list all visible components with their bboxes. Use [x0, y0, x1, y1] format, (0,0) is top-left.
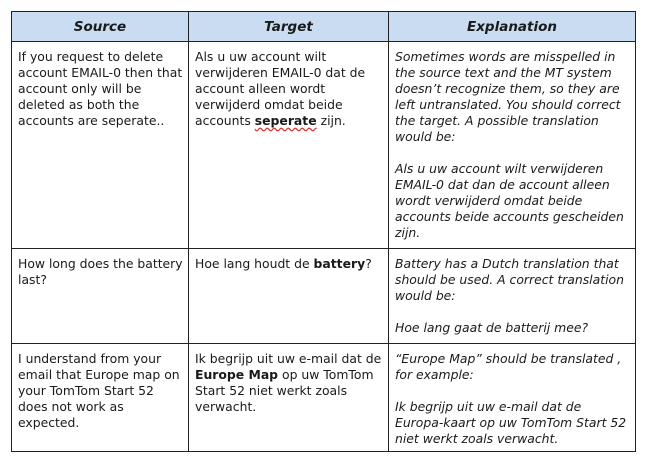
- target-text: ?: [365, 256, 372, 271]
- suggested-translation: Als u uw account wilt verwijderen EMAIL-0 dat dan de account alleen wordt verwijderd omdat beide accounts beide accounts gescheiden zijn.: [395, 161, 624, 240]
- translation-examples-table: [11, 11, 636, 452]
- target-text: zijn.: [316, 113, 346, 128]
- source-cell: I understand from your email that Europe map on your TomTom Start 52 does not work as expected.: [12, 344, 189, 452]
- table-row: [12, 344, 636, 452]
- suggested-translation: Ik begrijp uit uw e-mail dat de Europa-kaart op uw TomTom Start 52 niet werkt zoals verwacht.: [395, 399, 627, 446]
- target-cell: [189, 249, 389, 344]
- header-target: Target: [189, 12, 389, 42]
- explanation-text: Sometimes words are misspelled in the source text and the MT system doesn’t recognize them, so they are left untranslated. You should correct the target. A possible translation would be:: [395, 49, 621, 144]
- target-text: Hoe lang houdt de: [195, 256, 314, 271]
- target-text: Ik begrijp uit uw e-mail dat de: [195, 351, 382, 366]
- source-cell: If you request to delete account EMAIL-0 then that account only will be deleted as both the accounts are seperate..: [12, 42, 189, 249]
- highlighted-term: battery: [313, 256, 366, 271]
- suggested-translation: Hoe lang gaat de batterij mee?: [395, 320, 589, 335]
- target-text: op uw TomTom Start 52 niet werkt zoals verwacht.: [195, 367, 374, 414]
- header-row: [12, 12, 636, 42]
- explanation-cell: [389, 42, 636, 249]
- target-cell: [189, 42, 389, 249]
- explanation-cell: [389, 249, 636, 344]
- table-row: [12, 249, 636, 344]
- header-source: Source: [12, 12, 189, 42]
- highlighted-term: seperate: [254, 113, 317, 128]
- highlighted-term: Europe Map: [195, 367, 279, 382]
- explanation-cell: [389, 344, 636, 452]
- explanation-text: Battery has a Dutch translation that should be used. A correct translation would be:: [395, 256, 624, 303]
- source-cell: How long does the battery last?: [12, 249, 189, 344]
- target-text: Als u uw account wilt verwijderen EMAIL-0 dat de account alleen wordt verwijderd omdat beide accounts: [195, 49, 366, 128]
- target-cell: [189, 344, 389, 452]
- table-row: [12, 42, 636, 249]
- explanation-text: “Europe Map” should be translated , for example:: [395, 351, 622, 382]
- header-explanation: Explanation: [389, 12, 636, 42]
